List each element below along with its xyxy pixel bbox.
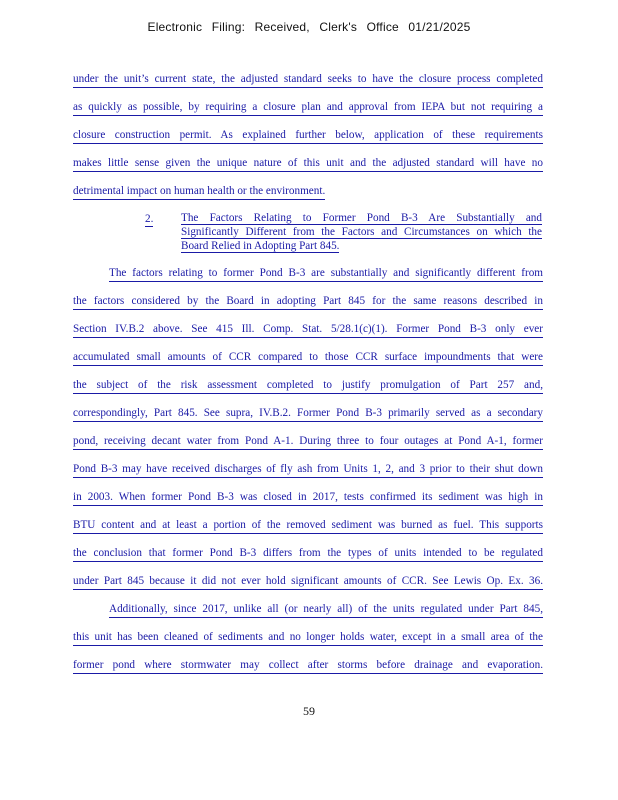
text-line: detrimental impact on human health or the environment. [73, 184, 325, 200]
section-heading-line: Significantly Different from the Factors and Circumstances on which the [181, 226, 542, 238]
text-line: the subject of the risk assessment completed to justify promulgation of Part 257 and, [73, 378, 543, 394]
text-line: The factors relating to former Pond B-3 are substantially and significantly different from [109, 266, 543, 282]
section-heading-line: The Factors Relating to Former Pond B-3 Are Substantially and [181, 212, 542, 224]
text-line: pond, receiving decant water from Pond A-1. During three to four outages at Pond A-1, former [73, 434, 543, 450]
text-line: the conclusion that former Pond B-3 differs from the types of units intended to be regulated [73, 546, 543, 562]
text-line: accumulated small amounts of CCR compared to those CCR surface impoundments that were [73, 350, 543, 366]
text-line: under the unit’s current state, the adjusted standard seeks to have the closure process completed [73, 72, 543, 88]
text-line: correspondingly, Part 845. See supra, IV.B.2. Former Pond B-3 primarily served as a secondary [73, 406, 543, 422]
text-line: Pond B-3 may have received discharges of fly ash from Units 1, 2, and 3 prior to their shut down [73, 462, 543, 478]
text-line: Section IV.B.2 above. See 415 Ill. Comp. Stat. 5/28.1(c)(1). Former Pond B-3 only ever [73, 322, 543, 338]
text-line: Additionally, since 2017, unlike all (or nearly all) of the units regulated under Part 845, [109, 602, 543, 618]
filing-header: Electronic Filing: Received, Clerk's Office 01/21/2025 [147, 20, 471, 34]
text-line: this unit has been cleaned of sediments and no longer holds water, except in a small area of the [73, 630, 543, 646]
text-line: former pond where stormwater may collect after storms before drainage and evaporation. [73, 658, 543, 674]
text-line: under Part 845 because it did not ever hold significant amounts of CCR. See Lewis Op. Ex. 36. [73, 574, 543, 590]
text-line: as quickly as possible, by requiring a closure plan and approval from IEPA but not requiring a [73, 100, 543, 116]
text-line: makes little sense given the unique nature of this unit and the adjusted standard will have no [73, 156, 543, 172]
text-line: BTU content and at least a portion of the removed sediment was burned as fuel. This supports [73, 518, 543, 534]
section-heading-line: Board Relied in Adopting Part 845. [181, 240, 340, 252]
text-line: the factors considered by the Board in adopting Part 845 for the same reasons described in [73, 294, 543, 310]
section-number: 2. [145, 213, 154, 225]
text-line: closure construction permit. As explained further below, application of these requirements [73, 128, 543, 144]
page-number: 59 [303, 704, 315, 718]
text-line: in 2003. When former Pond B-3 was closed in 2017, tests confirmed its sediment was high in [73, 490, 543, 506]
